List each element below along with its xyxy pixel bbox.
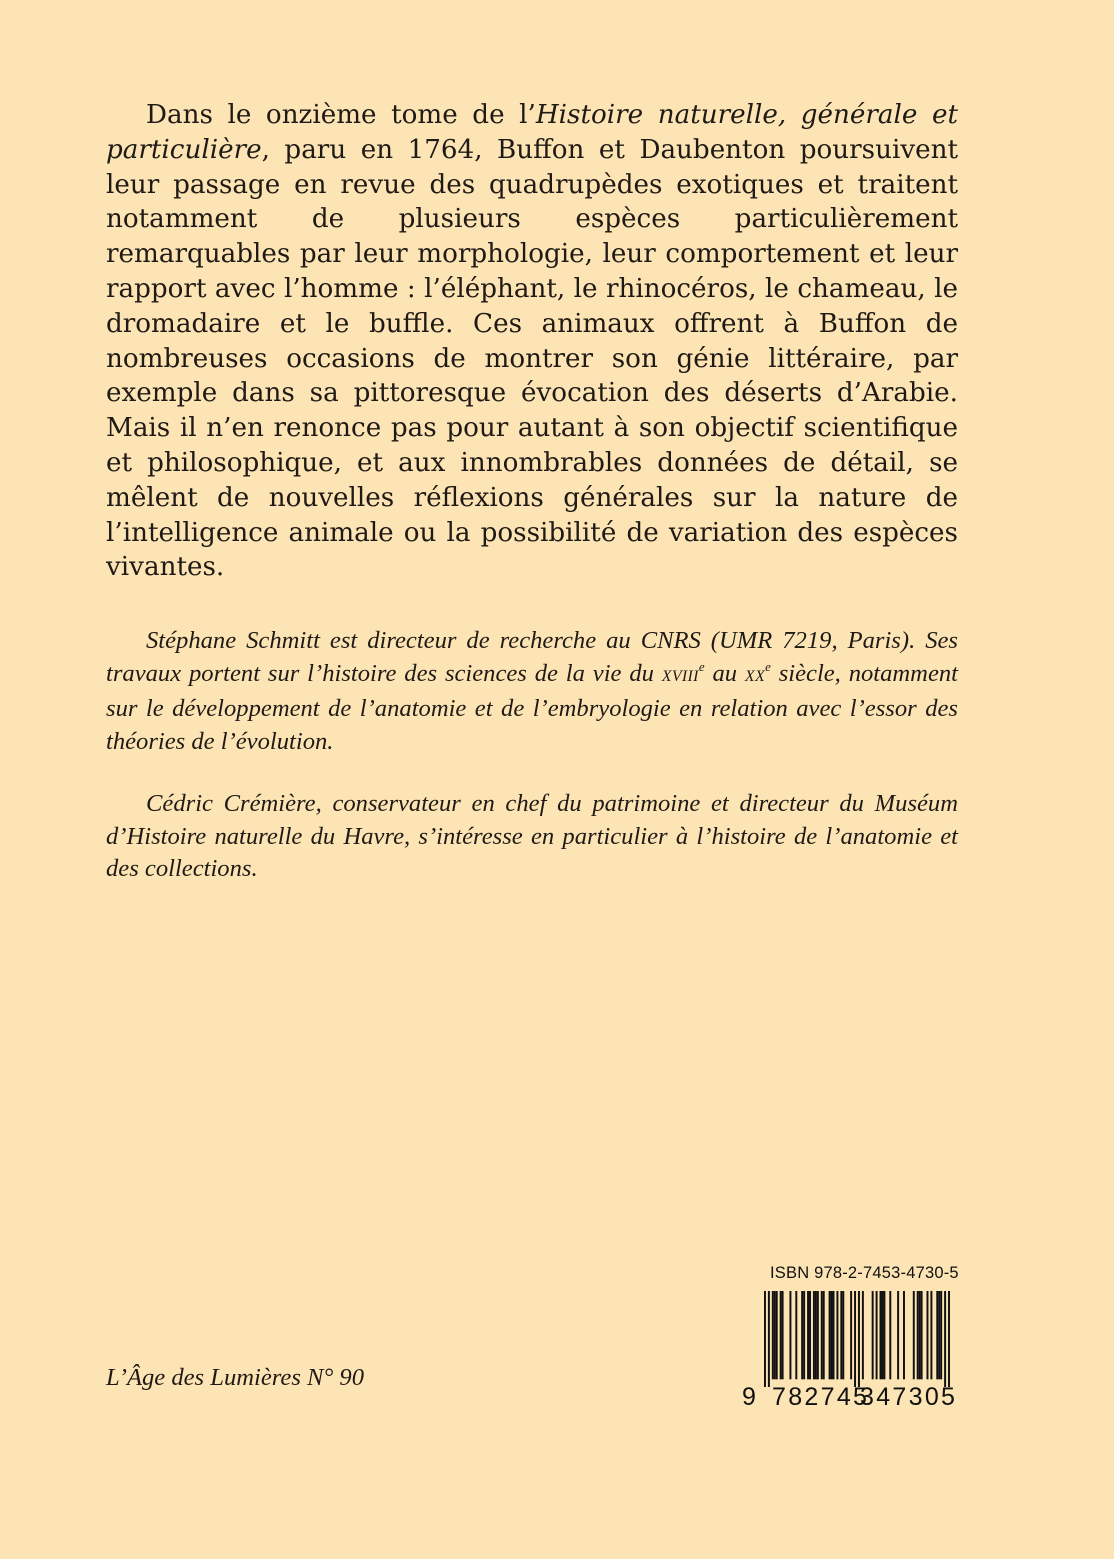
barcode-bar <box>780 1291 782 1379</box>
blurb-rest: , paru en 1764, Buffon et Daubenton poursuivent leur passage en revue des quadrupèdes exotiques et traitent notamment de plusieurs espèces particulièrement remarquables par leur morphologie, leur comportement et leur rapport avec l’homme : l’éléphant, le rhinocéros, le chameau, le dromadaire et le buffle. Ces animaux offrent à Buffon de nombreuses occasions de montrer son génie littéraire, par exemple dans sa pittoresque évocation des déserts d’Arabie. Mais il n’en renonce pas pour autant à son objectif scientifique et philosophique, et aux innombrables données de détail, se mêlent de nouvelles réflexions générales sur la nature de l’intelligence animale ou la possibilité de variation des espèces vivantes. <box>106 134 958 583</box>
bio1-sup-2: e <box>765 658 771 674</box>
barcode-bar <box>836 1291 838 1379</box>
barcode-bar <box>833 1291 835 1379</box>
barcode-bar <box>801 1291 803 1379</box>
barcode-bar <box>858 1291 860 1387</box>
barcode-bar <box>862 1291 864 1379</box>
barcode-bar <box>948 1291 950 1387</box>
author-bio-cremiere: Cédric Crémière, conservateur en chef du patrimoine et directeur du Muséum d’Histoire naturelle du Havre, s’intéresse en particulier à l’histoire de l’anatomie et des collections. <box>106 790 958 883</box>
barcode-bar <box>764 1291 766 1387</box>
blurb-lead: Dans le onzième tome de l’ <box>146 100 536 130</box>
barcode-bar <box>940 1291 942 1379</box>
barcode-bar <box>815 1291 817 1379</box>
barcode-bar <box>831 1291 833 1379</box>
bio1-century-1: XVIII <box>661 667 699 685</box>
barcode-bar <box>921 1291 923 1379</box>
barcode-bar <box>821 1291 823 1379</box>
barcode-bar <box>809 1291 811 1379</box>
ean-digits <box>742 1383 958 1415</box>
barcode-bar <box>803 1291 805 1379</box>
bio1-century-2: XX <box>744 667 766 685</box>
barcode-bar <box>789 1291 791 1379</box>
barcode-bar <box>944 1291 946 1387</box>
barcode-bar <box>776 1291 778 1379</box>
barcode-bar <box>883 1291 885 1379</box>
barcode-bar <box>840 1291 842 1379</box>
barcode-bar <box>927 1291 929 1379</box>
barcode-bar <box>854 1291 856 1387</box>
barcode-bar <box>917 1291 919 1379</box>
barcode-bar <box>772 1291 774 1379</box>
barcode-bars <box>764 1291 950 1387</box>
barcode-bar <box>795 1291 797 1379</box>
author-bio-schmitt <box>106 625 958 758</box>
isbn-barcode <box>742 1264 959 1414</box>
ean-right-digits: 347305 <box>860 1383 958 1411</box>
barcode-bar <box>880 1291 882 1379</box>
bio1-mid: au <box>704 659 745 687</box>
bio1-part2: siècle, notamment sur le développement de l’anatomie et de l’embryologie en relation avec l’essor des théories de l’évolution. <box>106 659 958 755</box>
bio1-sup-1: e <box>698 658 705 674</box>
barcode-bar <box>807 1291 809 1379</box>
ean-first-digit: 9 <box>742 1383 756 1411</box>
series-label: L’Âge des Lumières N° 90 <box>106 1364 365 1391</box>
barcode-bar <box>829 1291 831 1379</box>
barcode-bar <box>930 1291 932 1379</box>
barcode-bar <box>889 1291 891 1379</box>
barcode-bar <box>768 1291 770 1387</box>
barcode-bar <box>817 1291 819 1379</box>
barcode-bar <box>813 1291 815 1379</box>
barcode-bar <box>876 1291 878 1379</box>
barcode-bar <box>936 1291 938 1379</box>
isbn-label: ISBN 978-2-7453-4730-5 <box>770 1264 959 1282</box>
barcode-bar <box>782 1291 784 1379</box>
barcode-bar <box>881 1291 883 1379</box>
back-cover-blurb <box>106 98 958 585</box>
barcode-bar <box>897 1291 899 1379</box>
barcode-bar <box>774 1291 776 1379</box>
barcode-bar <box>823 1291 825 1379</box>
barcode-bar <box>872 1291 874 1379</box>
barcode-bar <box>938 1291 940 1379</box>
ean-left-digits: 782745 <box>772 1383 870 1411</box>
blurb-book-title: Histoire naturelle, générale et particulière <box>106 100 958 165</box>
barcode-bar <box>919 1291 921 1379</box>
barcode-bar <box>842 1291 844 1379</box>
barcode-bar <box>913 1291 915 1379</box>
barcode-bar <box>903 1291 905 1379</box>
bio1-part1: Stéphane Schmitt est directeur de recherche au CNRS (UMR 7219, Paris). Ses travaux portent sur l’histoire des sciences de la vie du <box>106 627 958 687</box>
barcode-bar <box>850 1291 852 1379</box>
